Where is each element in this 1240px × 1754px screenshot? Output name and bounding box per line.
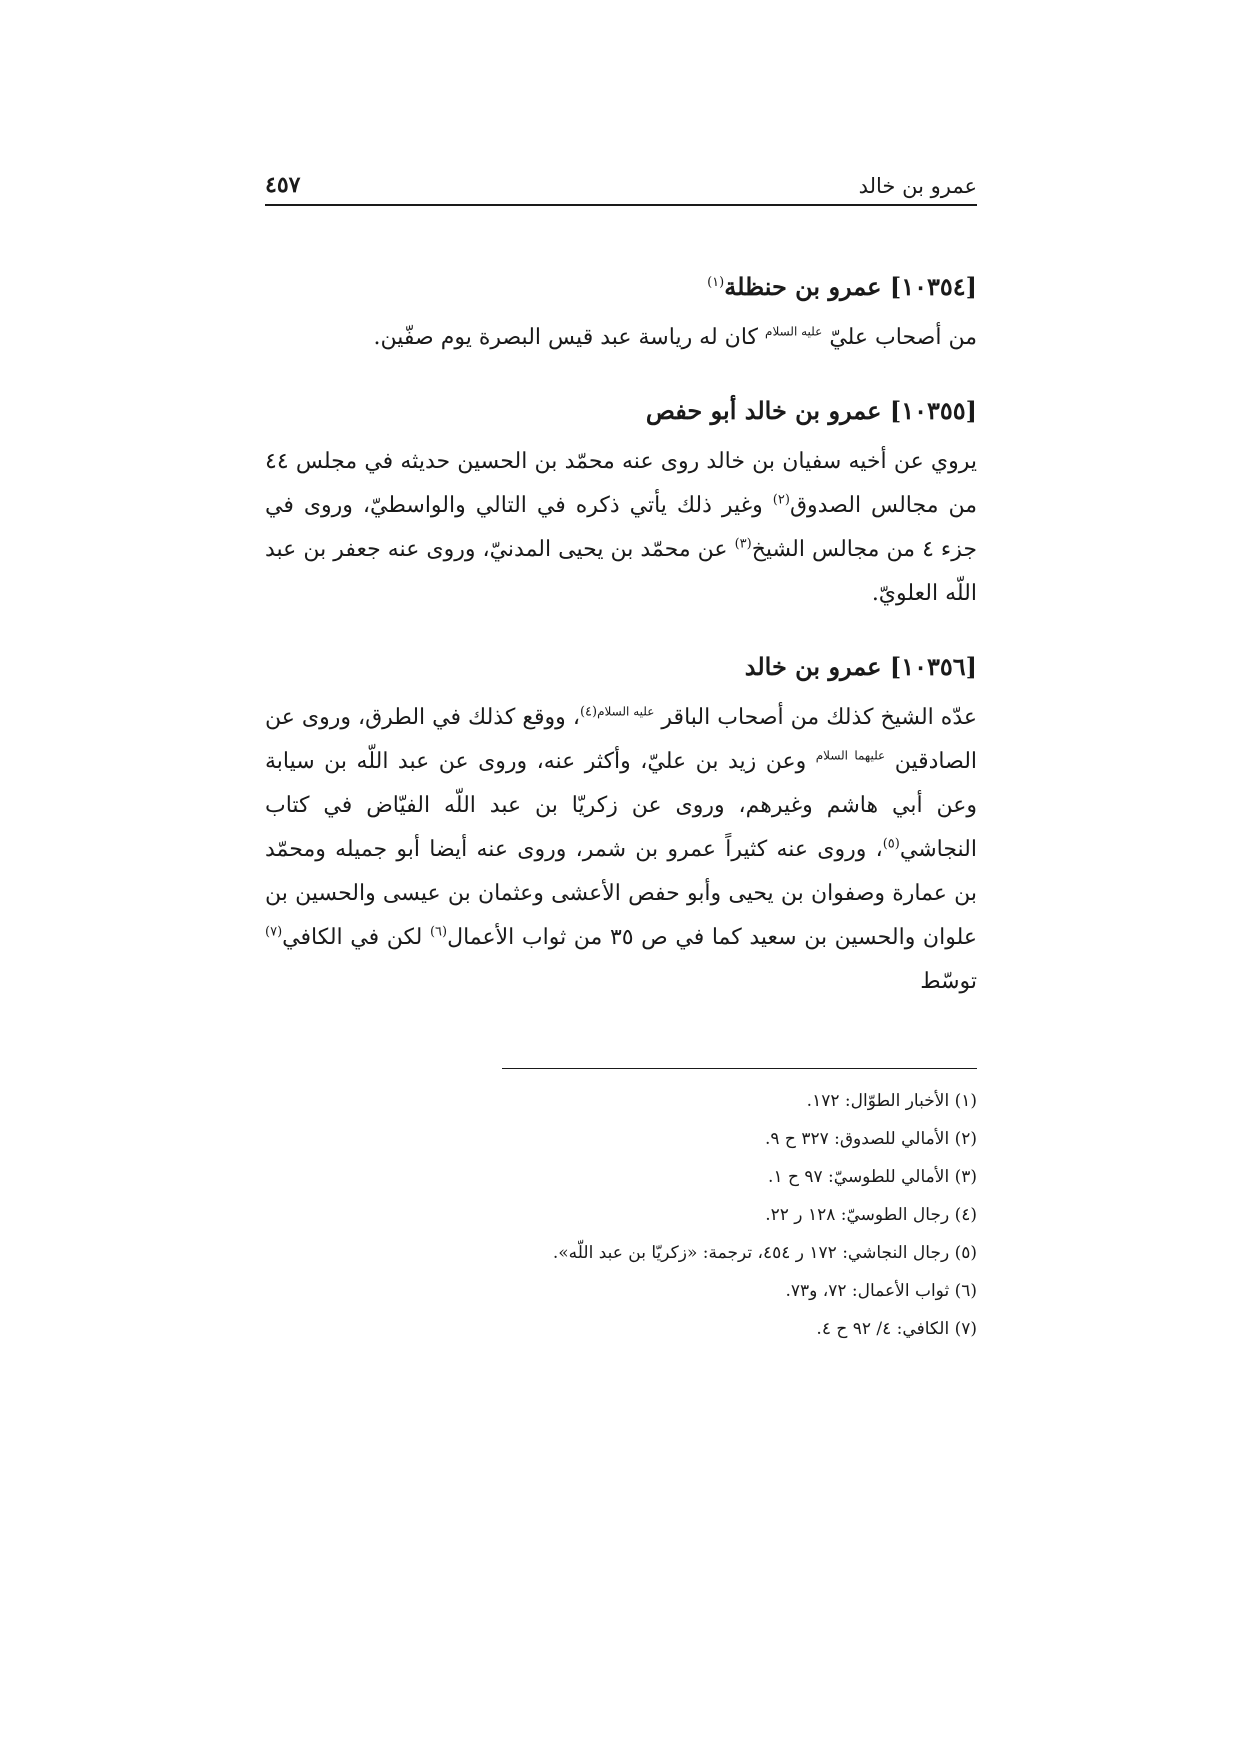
honorific-symbol: عليه السلام xyxy=(597,704,655,719)
footnote-ref: (٣) xyxy=(734,536,752,552)
body-segment: توسّط xyxy=(920,969,977,994)
footnote: (٧) الكافي: ٤/ ٩٢ ح ٤. xyxy=(816,1319,977,1339)
footnote-ref: (٤) xyxy=(579,704,598,720)
body-segment: وعن زيد بن عليّ، وأكثر عنه، وروى عن عبد اللّه بن سيابة وعن أبي هاشم وغيرهم، وروى عن زكريّا بن عبد اللّه الفيّاض في كتاب النجاشي xyxy=(265,749,977,862)
body-segment: يروي عن أخيه سفيان بن خالد روى عنه محمّد بن الحسين حديثه في مجلس ٤٤ من مجالس الصدوق xyxy=(265,449,977,518)
entry-body xyxy=(265,696,977,1004)
entry-10354 xyxy=(265,268,977,360)
footnote: (٦) ثواب الأعمال: ٧٢، و٧٣. xyxy=(785,1281,977,1301)
footnote: (٣) الأمالي للطوسيّ: ٩٧ ح ١. xyxy=(768,1167,977,1187)
entry-title: [١٠٣٥٦] عمرو بن خالد xyxy=(744,652,977,681)
entry-10355 xyxy=(265,392,977,616)
page-number: ٤٥٧ xyxy=(265,172,301,198)
honorific-symbol: عليهما السلام xyxy=(815,748,886,763)
entry-title-text: [١٠٣٥٤] عمرو بن حنظلة xyxy=(724,272,977,301)
running-title: عمرو بن خالد xyxy=(858,174,977,198)
entry-title: [١٠٣٥٥] عمرو بن خالد أبو حفص xyxy=(645,396,977,425)
entry-body xyxy=(265,440,977,616)
footnotes-list xyxy=(265,1082,977,1348)
body-segment: ، ووقع كذلك في الطرق، وروى عن الصادقين xyxy=(265,705,978,774)
entry-10356 xyxy=(265,648,977,1004)
footnote-ref: (٥) xyxy=(882,836,900,852)
footnote-ref: (٦) xyxy=(429,924,448,940)
body-segment: كان له رياسة عبد قيس البصرة يوم صفّين. xyxy=(373,325,759,350)
footnote-ref: (٧) xyxy=(265,924,283,940)
body-segment: وغير ذلك يأتي ذكره في التالي والواسطيّ، وروى في جزء ٤ من مجالس الشيخ xyxy=(265,493,978,562)
main-content xyxy=(265,268,977,1036)
body-segment: ، وروى عنه كثيراً عمرو بن شمر، وروى عنه أيضا أبو جميله ومحمّد بن عمارة وصفوان بن يحيى وأبو حفص الأعشى وعثمان بن عيسى والحسين بن علوان والحسين بن سعيد كما في ص ٣٥ من ثواب الأعمال xyxy=(265,837,977,950)
footnote-ref: (٢) xyxy=(772,492,790,508)
entry-body xyxy=(265,316,977,360)
body-segment: عدّه الشيخ كذلك من أصحاب الباقر xyxy=(661,705,978,730)
honorific-symbol: عليه السلام xyxy=(765,324,823,339)
body-segment: من أصحاب عليّ xyxy=(829,325,977,350)
footnote: (٤) رجال الطوسيّ: ١٢٨ ر ٢٢. xyxy=(765,1205,977,1225)
footnote: (٥) رجال النجاشي: ١٧٢ ر ٤٥٤، ترجمة: «زكريّا بن عبد اللّه». xyxy=(552,1243,977,1263)
running-header xyxy=(265,150,977,206)
footnote: (٢) الأمالي للصدوق: ٣٢٧ ح ٩. xyxy=(764,1129,977,1149)
footnote-ref: (١) xyxy=(707,275,725,290)
footnote-divider xyxy=(502,1068,977,1069)
body-segment: عن محمّد بن يحيى المدنيّ، وروى عنه جعفر بن عبد اللّه العلويّ. xyxy=(265,537,977,606)
footnote: (١) الأخبار الطوّال: ١٧٢. xyxy=(806,1091,977,1111)
body-segment: لكن في الكافي xyxy=(282,925,430,950)
entry-title xyxy=(265,268,977,306)
